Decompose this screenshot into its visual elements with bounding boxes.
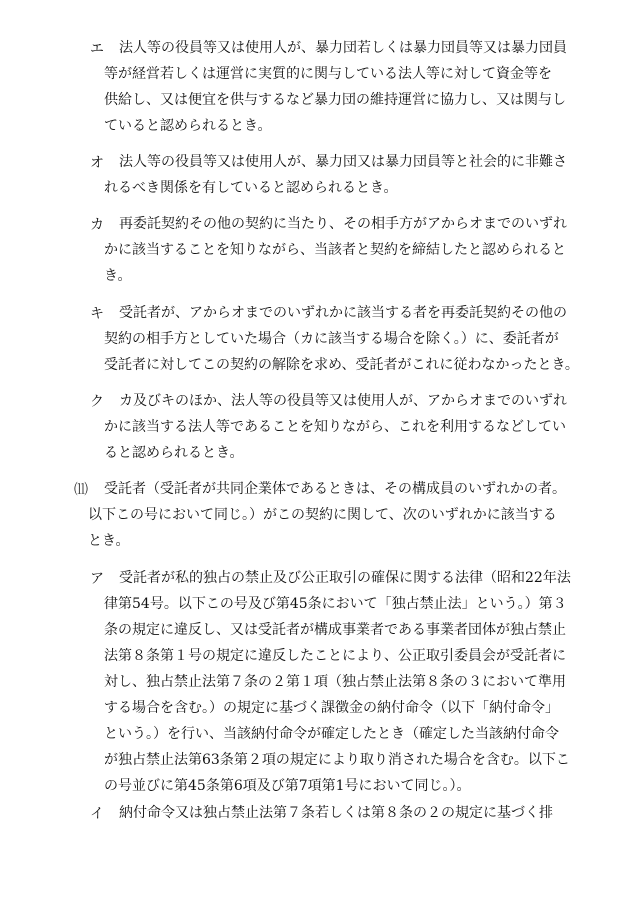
clause-line: 受託者が、アからオまでのいずれかに該当する者を再委託契約その他の [119,305,567,321]
clause-line: 納付命令又は独占禁止法第７条若しくは第８条の２の規定に基づく排 [119,805,553,821]
clause-marker: ク [90,394,104,410]
clause-line: 再委託契約その他の契約に当たり、その相手方がアからオまでのいずれ [119,216,567,232]
clause-line: 法人等の役員等又は使用人が、暴力団若しくは暴力団員等又は暴力団員 [119,40,567,56]
clause-line: れるべき関係を有していると認められるとき。 [104,180,398,196]
clause-line: かに該当することを知りながら、当該者と契約を締結したと認められると [104,242,566,258]
clause-line: 条の規定に違反し、又は受託者が構成事業者である事業者団体が独占禁止 [104,622,566,638]
clause-line: 受託者が私的独占の禁止及び公正取引の確保に関する法律（昭和22年法 [119,570,571,586]
clause-line: 法人等の役員等又は使用人が、暴力団又は暴力団員等と社会的に非難さ [119,154,567,170]
clause-line: 以下この号において同じ。）がこの契約に関して、次のいずれかに該当する [88,507,557,523]
clause-line: き。 [104,268,132,284]
clause-marker: エ [90,41,104,57]
clause-line: する場合を含む。）の規定に基づく課徴金の納付命令（以下「納付命令」 [104,700,559,716]
clause-line: という。）を行い、当該納付命令が確定したとき（確定した当該納付命令 [104,726,559,742]
clause-marker: イ [90,806,104,822]
clause-marker: オ [90,155,104,171]
clause-marker: キ [90,306,104,322]
clause-line: 契約の相手方としていた場合（カに該当する場合を除く。）に、委託者が [104,331,559,347]
clause-line: カ及びキのほか、法人等の役員等又は使用人が、アからオまでのいずれ [119,393,567,409]
clause-marker: カ [90,217,104,233]
clause-line: ていると認められるとき。 [104,118,272,134]
clause-line: 供給し、又は便宜を供与するなど暴力団の維持運営に協力し、又は関与し [104,92,566,108]
clause-number: ⑾ [74,482,88,498]
clause-line: 対し、独占禁止法第７条の２第１項（独占禁止法第８条の３において準用 [104,674,566,690]
clause-line: ると認められるとき。 [104,445,244,461]
clause-line: かに該当する法人等であることを知りながら、これを利用するなどしてい [104,419,566,435]
clause-line: 受託者に対してこの契約の解除を求め、受託者がこれに従わなかったとき。 [104,357,579,373]
clause-marker: ア [90,571,104,587]
clause-line: とき。 [88,533,130,549]
clause-line: 律第54号。以下この号及び第45条において「独占禁止法」という。）第３ [104,596,567,612]
clause-line: 等が経営若しくは運営に実質的に関与している法人等に対して資金等を [104,66,552,82]
clause-line: 法第８条第１号の規定に違反したことにより、公正取引委員会が受託者に [104,648,566,664]
clause-line: が独占禁止法第63条第２項の規定により取り消された場合を含む。以下こ [104,752,570,768]
clause-line: 受託者（受託者が共同企業体であるときは、その構成員のいずれかの者。 [104,481,566,497]
clause-line: の号並びに第45条第6項及び第7項第1号において同じ。）。 [104,778,471,794]
